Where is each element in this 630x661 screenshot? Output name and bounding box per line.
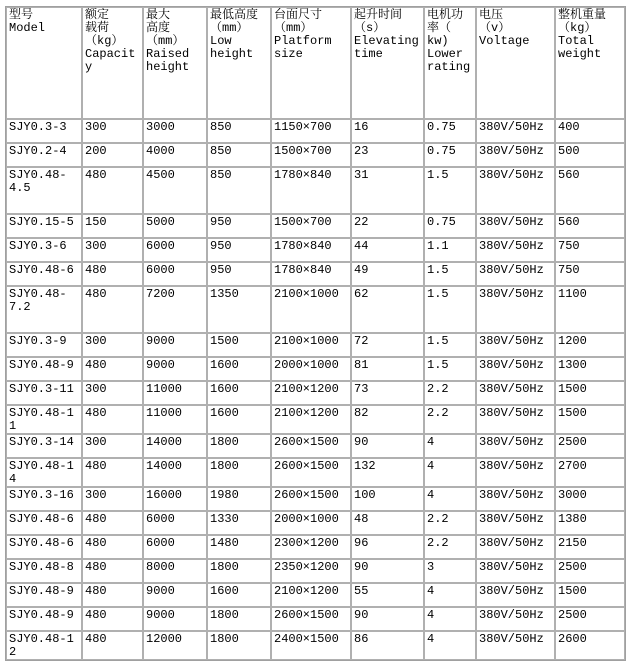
cell-low-height: 850 [207, 143, 271, 167]
cell-raised-height: 6000 [143, 262, 207, 286]
cell-capacity: 480 [82, 511, 143, 535]
cell-voltage: 380V/50Hz [476, 434, 555, 458]
cell-capacity: 300 [82, 119, 143, 143]
table-row [6, 511, 625, 535]
cell-platform-size: 1500×700 [271, 143, 351, 167]
cell-low-height: 1600 [207, 357, 271, 381]
cell-elevating-time: 62 [351, 286, 424, 333]
header-elevating-time: 起升时间 （s） Elevating time [351, 7, 424, 119]
table-row [6, 559, 625, 583]
cell-capacity: 480 [82, 458, 143, 487]
cell-motor-rating: 2.2 [424, 511, 476, 535]
cell-model: SJY0.48-9 [6, 607, 82, 631]
cell-raised-height: 8000 [143, 559, 207, 583]
cell-model: SJY0.48-9 [6, 357, 82, 381]
table-row [6, 487, 625, 511]
cell-total-weight: 1100 [555, 286, 625, 333]
cell-raised-height: 4500 [143, 167, 207, 214]
cell-voltage: 380V/50Hz [476, 167, 555, 214]
cell-elevating-time: 81 [351, 357, 424, 381]
cell-capacity: 300 [82, 381, 143, 405]
cell-elevating-time: 82 [351, 405, 424, 434]
cell-low-height: 950 [207, 238, 271, 262]
cell-elevating-time: 100 [351, 487, 424, 511]
cell-raised-height: 3000 [143, 119, 207, 143]
cell-total-weight: 1380 [555, 511, 625, 535]
cell-platform-size: 2350×1200 [271, 559, 351, 583]
cell-platform-size: 1780×840 [271, 167, 351, 214]
cell-model: SJY0.3-16 [6, 487, 82, 511]
cell-platform-size: 2000×1000 [271, 511, 351, 535]
cell-capacity: 300 [82, 333, 143, 357]
cell-elevating-time: 90 [351, 607, 424, 631]
cell-voltage: 380V/50Hz [476, 381, 555, 405]
table-row [6, 607, 625, 631]
cell-voltage: 380V/50Hz [476, 583, 555, 607]
table-row [6, 119, 625, 143]
cell-motor-rating: 4 [424, 607, 476, 631]
cell-motor-rating: 4 [424, 487, 476, 511]
cell-raised-height: 4000 [143, 143, 207, 167]
cell-low-height: 950 [207, 262, 271, 286]
cell-platform-size: 2400×1500 [271, 631, 351, 660]
cell-model: SJY0.48-9 [6, 583, 82, 607]
cell-low-height: 850 [207, 167, 271, 214]
cell-capacity: 300 [82, 238, 143, 262]
cell-raised-height: 6000 [143, 535, 207, 559]
cell-elevating-time: 31 [351, 167, 424, 214]
cell-total-weight: 1500 [555, 405, 625, 434]
cell-raised-height: 9000 [143, 607, 207, 631]
cell-capacity: 480 [82, 607, 143, 631]
cell-model: SJY0.48-7.2 [6, 286, 82, 333]
cell-low-height: 1980 [207, 487, 271, 511]
cell-elevating-time: 55 [351, 583, 424, 607]
cell-platform-size: 2300×1200 [271, 535, 351, 559]
cell-platform-size: 1150×700 [271, 119, 351, 143]
header-platform-size: 台面尺寸 （mm） Platform size [271, 7, 351, 119]
header-voltage: 电压 （v） Voltage [476, 7, 555, 119]
cell-capacity: 300 [82, 487, 143, 511]
cell-motor-rating: 2.2 [424, 535, 476, 559]
cell-model: SJY0.48-12 [6, 631, 82, 660]
cell-model: SJY0.48-6 [6, 535, 82, 559]
cell-elevating-time: 16 [351, 119, 424, 143]
cell-model: SJY0.3-9 [6, 333, 82, 357]
cell-motor-rating: 0.75 [424, 119, 476, 143]
cell-capacity: 480 [82, 357, 143, 381]
cell-low-height: 1600 [207, 381, 271, 405]
cell-model: SJY0.48-14 [6, 458, 82, 487]
cell-motor-rating: 1.1 [424, 238, 476, 262]
table-row [6, 583, 625, 607]
cell-low-height: 1800 [207, 434, 271, 458]
cell-capacity: 480 [82, 405, 143, 434]
cell-capacity: 480 [82, 535, 143, 559]
cell-raised-height: 5000 [143, 214, 207, 238]
cell-voltage: 380V/50Hz [476, 262, 555, 286]
cell-voltage: 380V/50Hz [476, 405, 555, 434]
cell-motor-rating: 0.75 [424, 143, 476, 167]
cell-low-height: 1800 [207, 559, 271, 583]
cell-total-weight: 500 [555, 143, 625, 167]
cell-model: SJY0.48-8 [6, 559, 82, 583]
cell-capacity: 300 [82, 434, 143, 458]
cell-elevating-time: 22 [351, 214, 424, 238]
cell-motor-rating: 2.2 [424, 405, 476, 434]
cell-voltage: 380V/50Hz [476, 357, 555, 381]
cell-motor-rating: 1.5 [424, 167, 476, 214]
cell-platform-size: 2600×1500 [271, 607, 351, 631]
cell-raised-height: 7200 [143, 286, 207, 333]
cell-total-weight: 1200 [555, 333, 625, 357]
cell-model: SJY0.3-11 [6, 381, 82, 405]
cell-total-weight: 3000 [555, 487, 625, 511]
cell-capacity: 480 [82, 286, 143, 333]
cell-total-weight: 2600 [555, 631, 625, 660]
table-row [6, 286, 625, 333]
cell-voltage: 380V/50Hz [476, 143, 555, 167]
header-raised-height: 最大 高度 （mm） Raised height [143, 7, 207, 119]
table-row [6, 405, 625, 434]
cell-raised-height: 6000 [143, 238, 207, 262]
cell-capacity: 200 [82, 143, 143, 167]
cell-motor-rating: 4 [424, 631, 476, 660]
cell-voltage: 380V/50Hz [476, 238, 555, 262]
cell-voltage: 380V/50Hz [476, 559, 555, 583]
cell-raised-height: 11000 [143, 405, 207, 434]
cell-platform-size: 2000×1000 [271, 357, 351, 381]
cell-low-height: 1600 [207, 583, 271, 607]
table-row [6, 262, 625, 286]
cell-model: SJY0.3-14 [6, 434, 82, 458]
cell-low-height: 850 [207, 119, 271, 143]
cell-total-weight: 400 [555, 119, 625, 143]
cell-total-weight: 2700 [555, 458, 625, 487]
cell-platform-size: 2100×1200 [271, 405, 351, 434]
cell-motor-rating: 4 [424, 434, 476, 458]
header-low-height: 最低高度 （mm） Low height [207, 7, 271, 119]
cell-platform-size: 1780×840 [271, 262, 351, 286]
cell-voltage: 380V/50Hz [476, 511, 555, 535]
cell-platform-size: 1780×840 [271, 238, 351, 262]
header-motor-rating: 电机功 率（ kw) Lower rating [424, 7, 476, 119]
cell-low-height: 1330 [207, 511, 271, 535]
cell-model: SJY0.3-3 [6, 119, 82, 143]
cell-total-weight: 750 [555, 262, 625, 286]
table-row [6, 333, 625, 357]
cell-elevating-time: 132 [351, 458, 424, 487]
table-row [6, 535, 625, 559]
cell-platform-size: 2600×1500 [271, 434, 351, 458]
cell-capacity: 480 [82, 631, 143, 660]
cell-low-height: 1600 [207, 405, 271, 434]
cell-motor-rating: 4 [424, 583, 476, 607]
cell-elevating-time: 90 [351, 559, 424, 583]
cell-model: SJY0.48-4.5 [6, 167, 82, 214]
cell-low-height: 1500 [207, 333, 271, 357]
cell-capacity: 480 [82, 559, 143, 583]
cell-elevating-time: 49 [351, 262, 424, 286]
cell-capacity: 480 [82, 583, 143, 607]
cell-voltage: 380V/50Hz [476, 286, 555, 333]
table-row [6, 167, 625, 214]
spec-table [5, 6, 626, 661]
cell-voltage: 380V/50Hz [476, 607, 555, 631]
cell-model: SJY0.3-6 [6, 238, 82, 262]
table-row [6, 458, 625, 487]
header-capacity: 额定 载荷 （kg） Capacity [82, 7, 143, 119]
cell-total-weight: 2150 [555, 535, 625, 559]
cell-motor-rating: 1.5 [424, 333, 476, 357]
cell-raised-height: 9000 [143, 357, 207, 381]
cell-total-weight: 750 [555, 238, 625, 262]
table-row [6, 143, 625, 167]
cell-motor-rating: 4 [424, 458, 476, 487]
cell-voltage: 380V/50Hz [476, 119, 555, 143]
table-row [6, 214, 625, 238]
cell-total-weight: 2500 [555, 607, 625, 631]
table-row [6, 357, 625, 381]
cell-voltage: 380V/50Hz [476, 535, 555, 559]
cell-low-height: 1350 [207, 286, 271, 333]
cell-capacity: 480 [82, 262, 143, 286]
cell-low-height: 950 [207, 214, 271, 238]
cell-capacity: 480 [82, 167, 143, 214]
cell-raised-height: 6000 [143, 511, 207, 535]
cell-raised-height: 16000 [143, 487, 207, 511]
cell-platform-size: 1500×700 [271, 214, 351, 238]
cell-total-weight: 1500 [555, 381, 625, 405]
cell-model: SJY0.15-5 [6, 214, 82, 238]
cell-raised-height: 12000 [143, 631, 207, 660]
cell-motor-rating: 0.75 [424, 214, 476, 238]
cell-voltage: 380V/50Hz [476, 487, 555, 511]
cell-elevating-time: 96 [351, 535, 424, 559]
cell-total-weight: 2500 [555, 434, 625, 458]
cell-elevating-time: 48 [351, 511, 424, 535]
cell-voltage: 380V/50Hz [476, 458, 555, 487]
cell-model: SJY0.2-4 [6, 143, 82, 167]
cell-model: SJY0.48-6 [6, 511, 82, 535]
cell-elevating-time: 44 [351, 238, 424, 262]
header-total-weight: 整机重量 （kg） Total weight [555, 7, 625, 119]
cell-motor-rating: 1.5 [424, 357, 476, 381]
cell-platform-size: 2600×1500 [271, 458, 351, 487]
cell-platform-size: 2100×1200 [271, 381, 351, 405]
header-row [6, 7, 625, 119]
cell-raised-height: 11000 [143, 381, 207, 405]
table-row [6, 381, 625, 405]
cell-motor-rating: 1.5 [424, 286, 476, 333]
cell-elevating-time: 23 [351, 143, 424, 167]
cell-capacity: 150 [82, 214, 143, 238]
cell-model: SJY0.48-11 [6, 405, 82, 434]
cell-voltage: 380V/50Hz [476, 214, 555, 238]
cell-raised-height: 14000 [143, 458, 207, 487]
cell-platform-size: 2100×1000 [271, 286, 351, 333]
cell-elevating-time: 72 [351, 333, 424, 357]
cell-low-height: 1800 [207, 607, 271, 631]
cell-platform-size: 2100×1000 [271, 333, 351, 357]
table-row [6, 434, 625, 458]
cell-total-weight: 560 [555, 167, 625, 214]
cell-elevating-time: 86 [351, 631, 424, 660]
cell-platform-size: 2100×1200 [271, 583, 351, 607]
cell-total-weight: 560 [555, 214, 625, 238]
cell-raised-height: 9000 [143, 583, 207, 607]
cell-raised-height: 9000 [143, 333, 207, 357]
cell-elevating-time: 73 [351, 381, 424, 405]
cell-motor-rating: 1.5 [424, 262, 476, 286]
cell-elevating-time: 90 [351, 434, 424, 458]
table-row [6, 238, 625, 262]
cell-motor-rating: 3 [424, 559, 476, 583]
cell-motor-rating: 2.2 [424, 381, 476, 405]
cell-total-weight: 2500 [555, 559, 625, 583]
cell-total-weight: 1300 [555, 357, 625, 381]
cell-low-height: 1800 [207, 631, 271, 660]
cell-voltage: 380V/50Hz [476, 631, 555, 660]
cell-model: SJY0.48-6 [6, 262, 82, 286]
cell-total-weight: 1500 [555, 583, 625, 607]
cell-raised-height: 14000 [143, 434, 207, 458]
cell-low-height: 1800 [207, 458, 271, 487]
header-model: 型号 Model [6, 7, 82, 119]
cell-voltage: 380V/50Hz [476, 333, 555, 357]
cell-low-height: 1480 [207, 535, 271, 559]
cell-platform-size: 2600×1500 [271, 487, 351, 511]
